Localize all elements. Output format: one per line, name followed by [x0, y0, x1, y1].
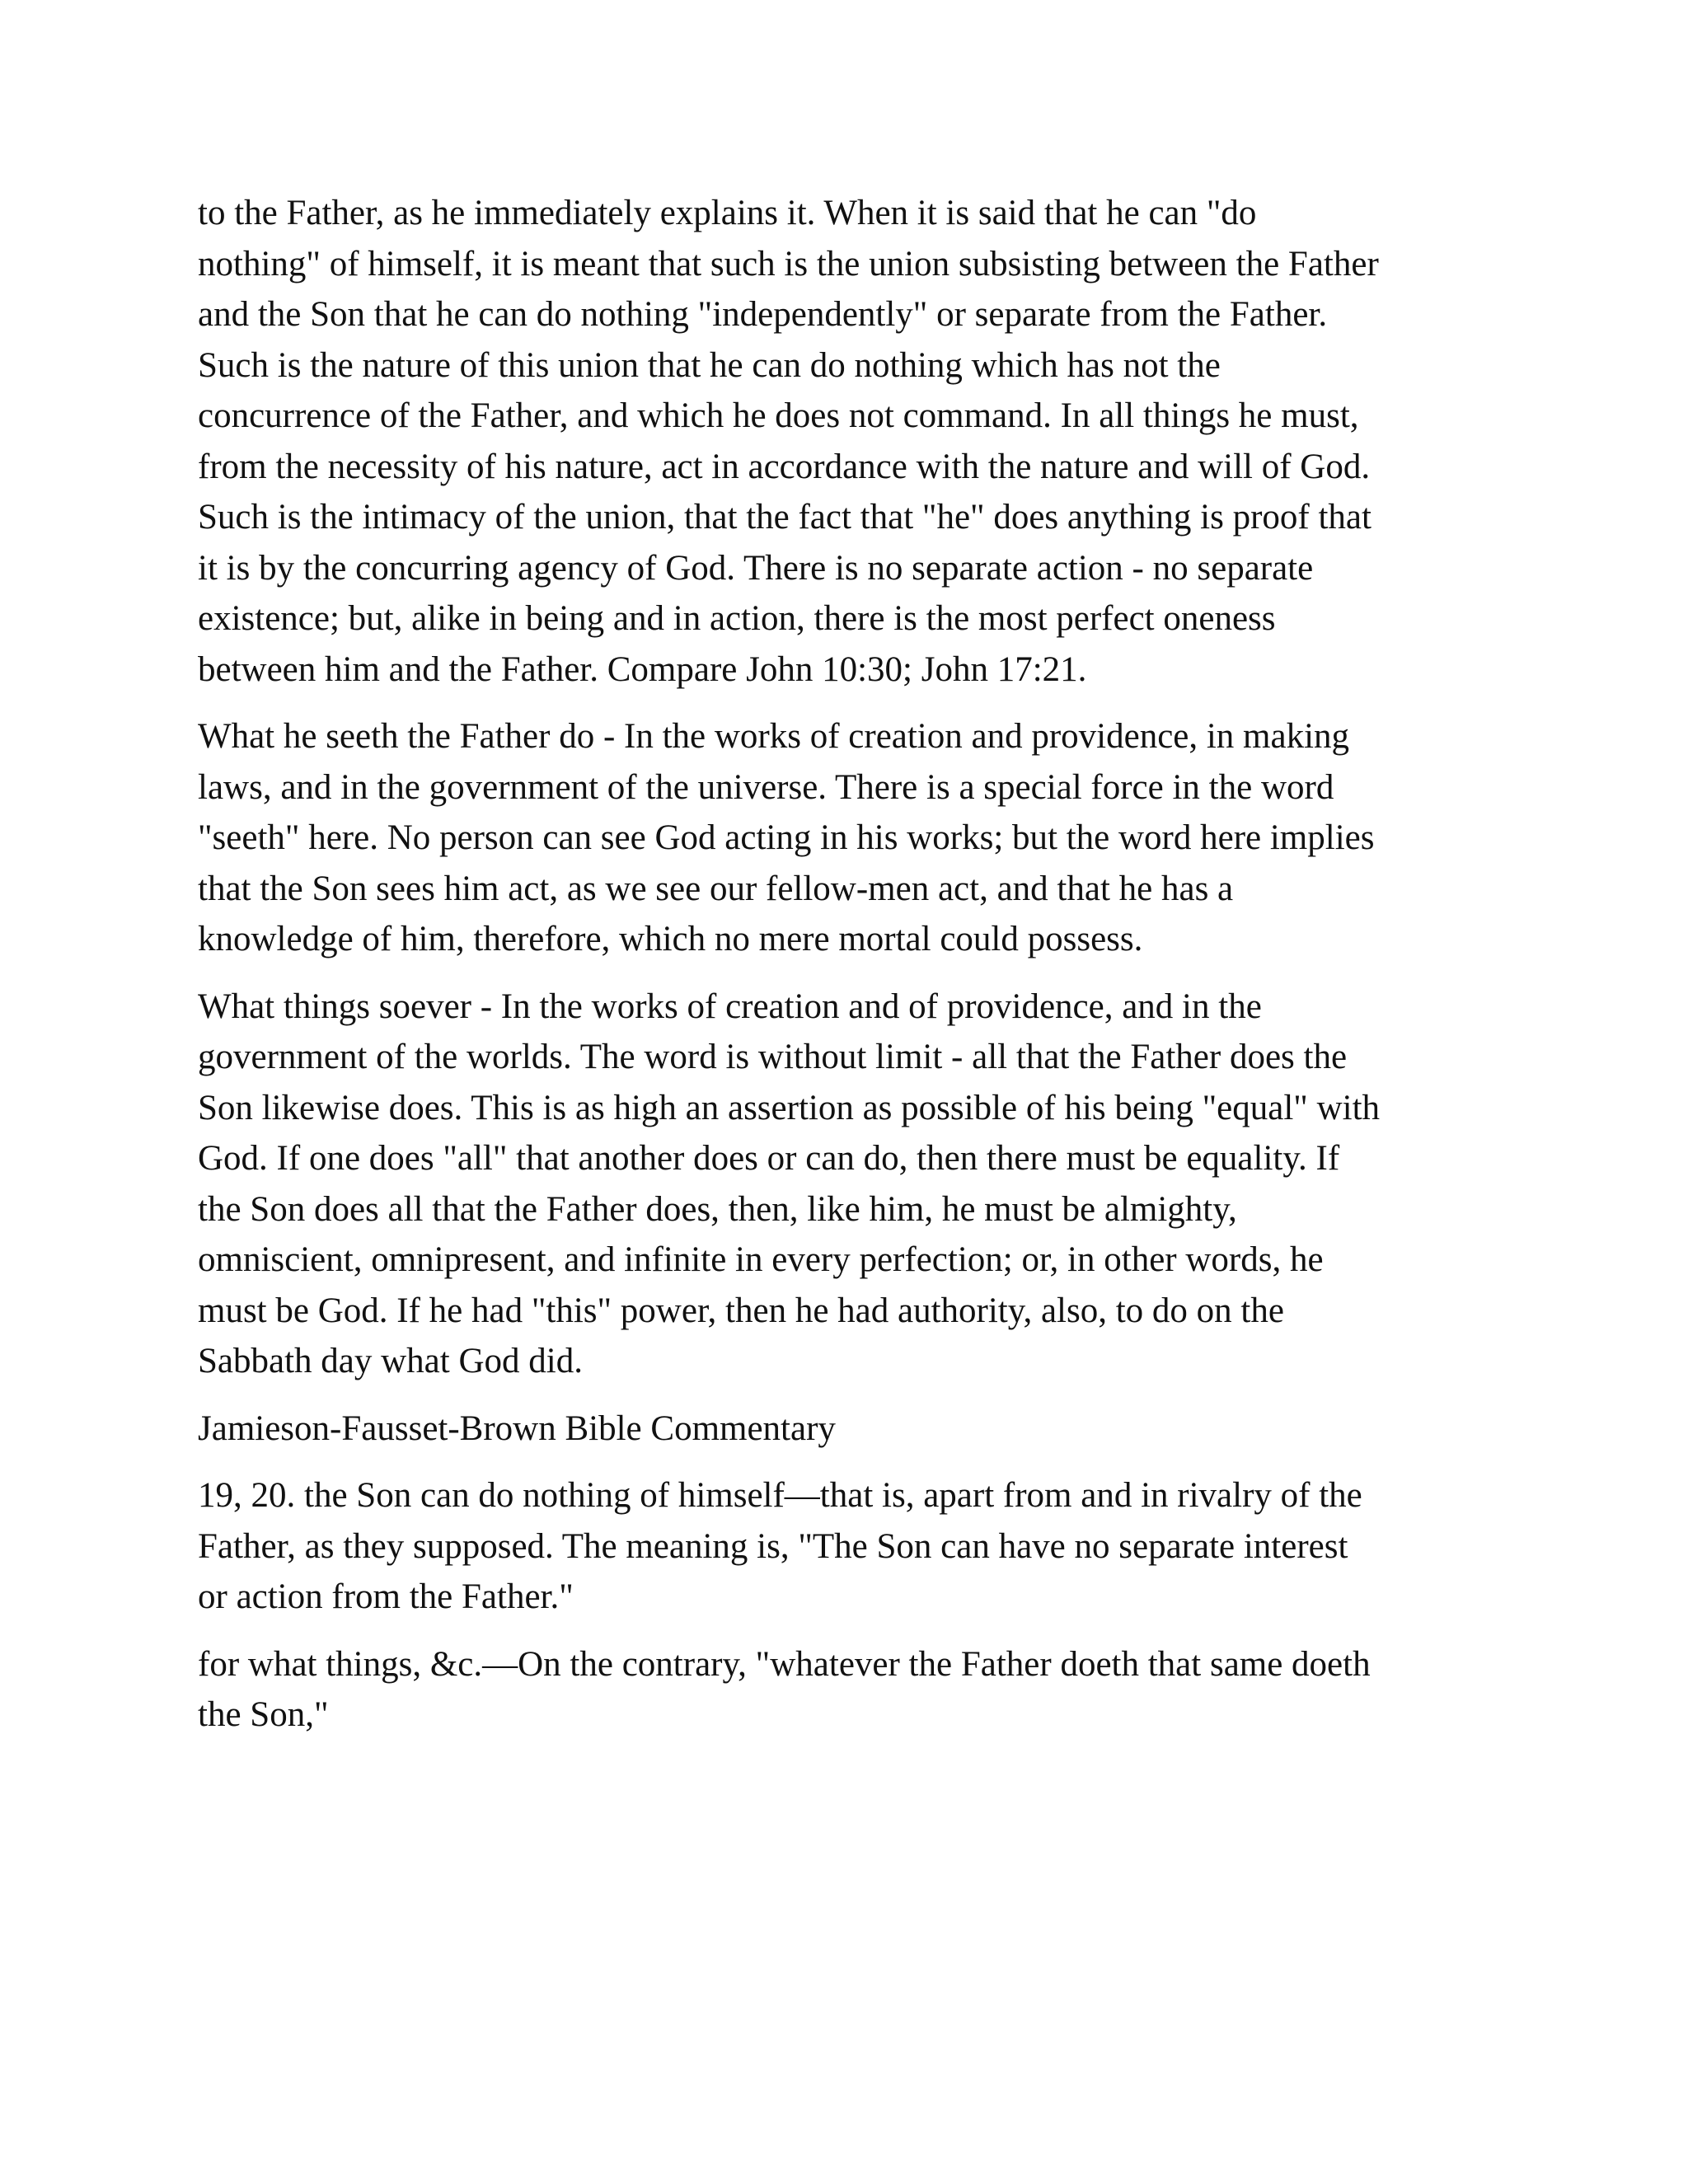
text-line: government of the worlds. The word is without limit - all that the Father does the [198, 1038, 1348, 1076]
text-line: it is by the concurring agency of God. There is no separate action - no separate [198, 548, 1314, 588]
text-line: Such is the intimacy of the union, that the fact that "he" does anything is proof that [198, 498, 1372, 537]
text-line: the Son," [198, 1695, 329, 1734]
text-line: from the necessity of his nature, act in accordance with the nature and will of God. [198, 447, 1371, 486]
text-line: "seeth" here. No person can see God acting in his works; but the word here implies [198, 818, 1375, 857]
paragraph-what-things-soever [198, 982, 1484, 1387]
text-line: 19, 20. the Son can do nothing of himself—that is, apart from and in rivalry of the [198, 1476, 1362, 1515]
section-heading: Jamieson-Fausset-Brown Bible Commentary [198, 1408, 836, 1448]
commentary-heading [198, 1404, 1484, 1455]
text-line: between him and the Father. Compare John 10:30; John 17:21. [198, 649, 1087, 689]
text-line: or action from the Father." [198, 1577, 574, 1616]
text-line: knowledge of him, therefore, which no mere mortal could possess. [198, 920, 1143, 958]
paragraph-for-what-things [198, 1639, 1484, 1741]
text-line: for what things, &c.—On the contrary, "whatever the Father doeth that same doeth [198, 1644, 1371, 1684]
text-line: omniscient, omnipresent, and infinite in every perfection; or, in other words, he [198, 1240, 1324, 1279]
text-line: Son likewise does. This is as high an assertion as possible of his being "equal" with [198, 1088, 1381, 1127]
text-line: Father, as they supposed. The meaning is, "The Son can have no separate interest [198, 1526, 1348, 1566]
text-line: laws, and in the government of the universe. There is a special force in the word [198, 767, 1334, 807]
text-line: What things soever - In the works of creation and of providence, and in the [198, 987, 1262, 1026]
paragraph-what-he-seeth [198, 711, 1484, 965]
text-line: existence; but, alike in being and in action, there is the most perfect oneness [198, 599, 1276, 638]
text-line: and the Son that he can do nothing "independently" or separate from the Father. [198, 295, 1328, 334]
paragraph-verse-19-20 [198, 1470, 1484, 1623]
text-line: must be God. If he had "this" power, then he had authority, also, to do on the [198, 1291, 1284, 1330]
text-line: concurrence of the Father, and which he does not command. In all things he must, [198, 396, 1359, 435]
text-line: Such is the nature of this union that he can do nothing which has not the [198, 345, 1221, 385]
text-line: that the Son sees him act, as we see our fellow-men act, and that he has a [198, 869, 1234, 908]
text-line: to the Father, as he immediately explains it. When it is said that he can "do [198, 194, 1257, 232]
text-line: God. If one does "all" that another does or can do, then there must be equality. If [198, 1139, 1340, 1178]
paragraph-union-explanation [198, 188, 1484, 695]
text-line: nothing" of himself, it is meant that such is the union subsisting between the Father [198, 244, 1379, 284]
text-line: the Son does all that the Father does, then, like him, he must be almighty, [198, 1189, 1237, 1229]
document-page [198, 188, 1484, 1757]
text-line: Sabbath day what God did. [198, 1342, 583, 1380]
text-line: What he seeth the Father do - In the works of creation and providence, in making [198, 717, 1350, 756]
